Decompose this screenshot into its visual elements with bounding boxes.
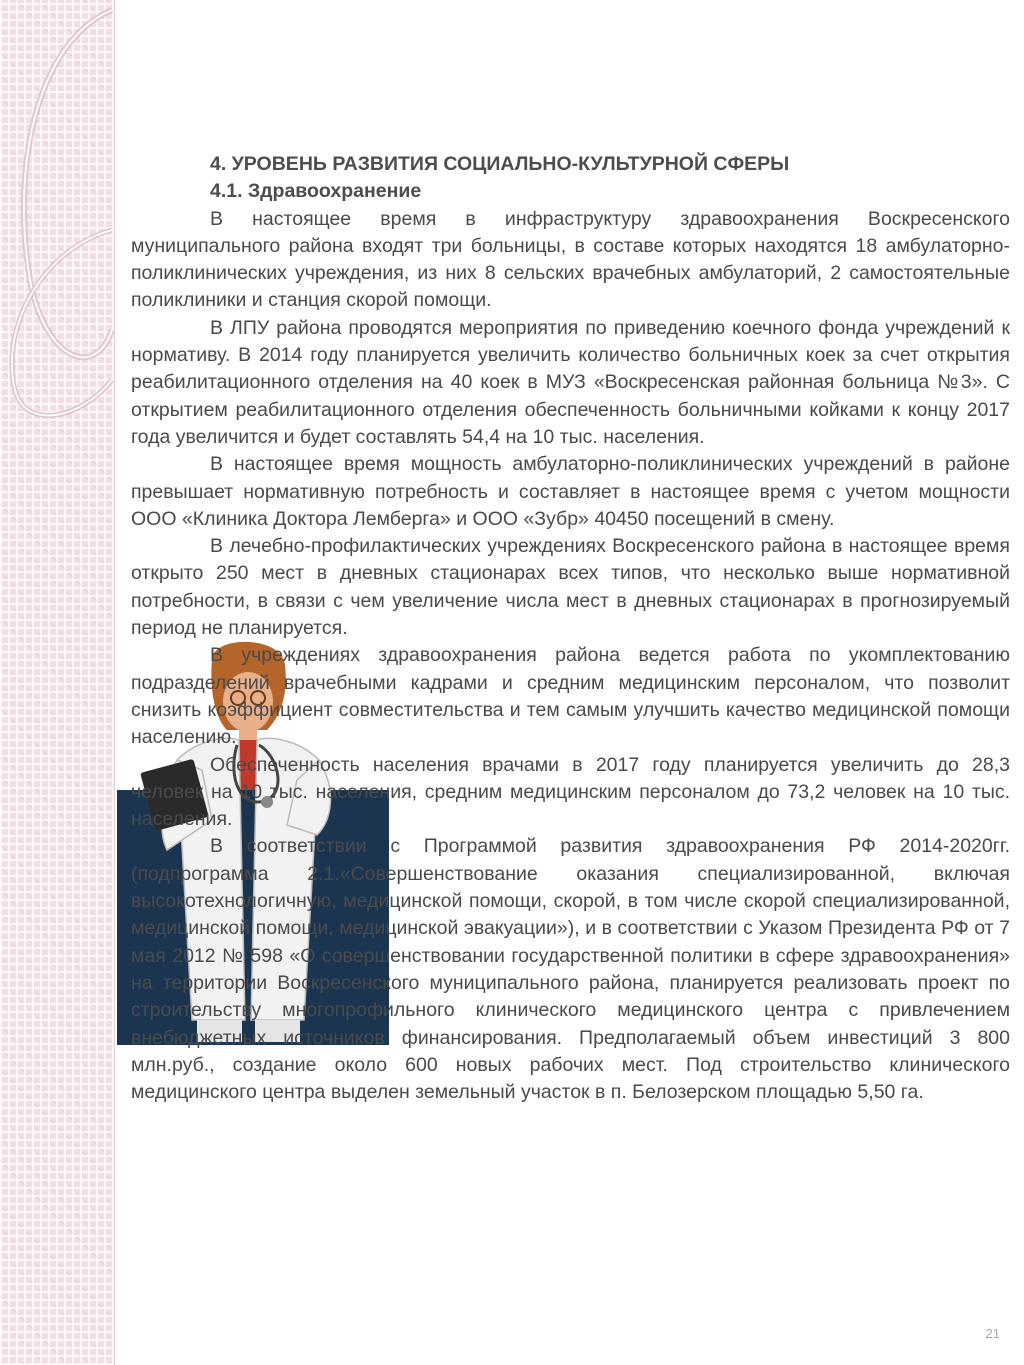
page-number: 21 xyxy=(985,1326,1000,1341)
paragraph: В лечебно-профилактических учреждениях Воскресенского района в настоящее время открыто 250 мест в дневных стационарах всех типов, что несколько выше нормативной потребности, в связи с чем увеличение числа мест в дневных стационарах в прогнозируемый период не планируется. xyxy=(131,535,1010,640)
paragraph: В соответствии с Программой развития здравоохранения РФ 2014-2020гг. (подпрограмма 2.1.«Совершенствование оказания специализированной, включая высокотехнологичную, медицинской помощи, скорой, в том числе скорой специализированной, медицинской помощи, медицинской эвакуации»), и в соответствии с Указом Президента РФ от 7 мая 2012 № 598 «О совершенствовании государственной политики в сфере здравоохранения» на территории Воскресенского муниципального района, планируется реализовать проект по строительству многопрофильного клинического медицинского центра с привлечением внебюджетных источников финансирования. Предполагаемый объем инвестиций 3 800 млн.руб., создание около 600 новых рабочих мест. Под строительство клинического медицинского центра выделен земельный участок в п. Белозерском площадью 5,50 га. xyxy=(131,835,1010,1104)
section-heading: 4. УРОВЕНЬ РАЗВИТИЯ СОЦИАЛЬНО-КУЛЬТУРНОЙ СФЕРЫ xyxy=(210,153,790,175)
decorative-ribbon-curves xyxy=(0,0,140,460)
document-body xyxy=(131,151,1010,1106)
subsection-heading: 4.1. Здравоохранение xyxy=(210,180,422,203)
paragraph: В ЛПУ района проводятся мероприятия по приведению коечного фонда учреждений к нормативу. В 2014 году планируется увеличить количество больничных коек за счет открытия реабилитационного отделения на 40 коек в МУЗ «Воскресенская районная больница №3». С открытием реабилитационного отделения обеспеченность больничными койками к концу 2017 года увеличится и будет составлять 54,4 на 10 тыс. населения. xyxy=(131,316,1010,448)
paragraph: В настоящее время в инфраструктуру здравоохранения Воскресенского муниципального района входят три больницы, в составе которых находятся 18 амбулаторно-поликлинических учреждения, из них 8 сельских врачебных амбулаторий, 2 самостоятельные поликлиники и станция скорой помощи. xyxy=(131,207,1010,312)
paragraph: Обеспеченность населения врачами в 2017 году планируется увеличить до 28,3 человек на 10 тыс. населения, средним медицинским персоналом до 73,2 человек на 10 тыс. населения. xyxy=(131,753,1010,831)
paragraph: В учреждениях здравоохранения района ведется работа по укомплектованию подразделений врачебными кадрами и средним медицинским персоналом, что позволит снизить коэффициент совместительства и тем самым улучшить качество медицинской помощи населению. xyxy=(131,644,1010,749)
paragraph: В настоящее время мощность амбулаторно-поликлинических учреждений в районе превышает нормативную потребность и составляет в настоящее время с учетом мощности ООО «Клиника Доктора Лемберга» и ООО «Зубр» 40450 посещений в смену. xyxy=(131,453,1010,530)
